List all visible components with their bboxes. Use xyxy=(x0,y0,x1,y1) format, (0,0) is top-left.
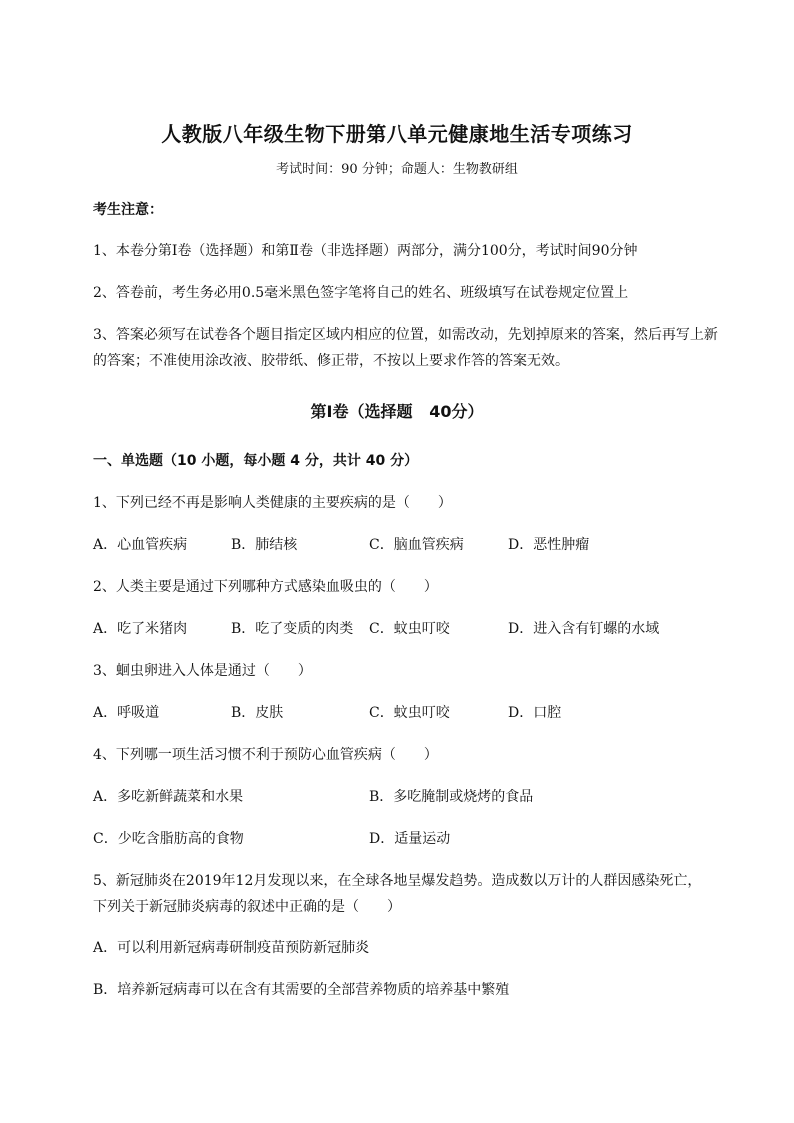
question-option: B．多吃腌制或烧烤的食品 xyxy=(369,789,534,805)
question-option: C．蚊虫叮咬 xyxy=(369,621,450,637)
question-option: B．肺结核 xyxy=(231,537,298,553)
question-stem: 5、新冠肺炎在2019年12月发现以来，在全球各地呈爆发趋势。造成数以万计的人群因感染死亡， xyxy=(93,873,702,889)
question-option: A．多吃新鲜蔬菜和水果 xyxy=(93,789,244,805)
question-option: A．可以利用新冠病毒研制疫苗预防新冠肺炎 xyxy=(93,940,370,956)
question-option: A．吃了米猪肉 xyxy=(93,621,188,637)
question-option: C．蚊虫叮咬 xyxy=(369,705,450,721)
question-option: C．少吃含脂肪高的食物 xyxy=(93,831,244,847)
notice-item: 1、本卷分第Ⅰ卷（选择题）和第Ⅱ卷（非选择题）两部分，满分100分，考试时间90分钟 xyxy=(93,243,638,259)
notice-heading: 考生注意： xyxy=(93,202,163,218)
question-stem: 4、下列哪一项生活习惯不利于预防心血管疾病（ ） xyxy=(93,747,438,763)
notice-item: 的答案；不准使用涂改液、胶带纸、修正带，不按以上要求作答的答案无效。 xyxy=(93,353,569,369)
page-title: 人教版八年级生物下册第八单元健康地生活专项练习 xyxy=(161,122,633,146)
question-option: B．吃了变质的肉类 xyxy=(231,621,354,637)
part-heading: 一、单选题（10 小题，每小题 4 分，共计 40 分） xyxy=(93,453,419,469)
question-option: C．脑血管疾病 xyxy=(369,537,464,553)
question-option: D．口腔 xyxy=(508,705,562,721)
question-option: D．恶性肿瘤 xyxy=(508,537,590,553)
question-stem: 下列关于新冠肺炎病毒的叙述中正确的是（ ） xyxy=(93,899,401,915)
question-option: A．呼吸道 xyxy=(93,705,160,721)
section-title: 第Ⅰ卷（选择题 40分） xyxy=(310,402,484,421)
question-stem: 1、下列已经不再是影响人类健康的主要疾病的是（ ） xyxy=(93,495,452,511)
question-option: D．进入含有钉螺的水域 xyxy=(508,621,660,637)
question-option: D．适量运动 xyxy=(369,831,451,847)
question-option: B．培养新冠病毒可以在含有其需要的全部营养物质的培养基中繁殖 xyxy=(93,982,510,998)
question-option: A．心血管疾病 xyxy=(93,537,188,553)
question-stem: 3、蛔虫卵进入人体是通过（ ） xyxy=(93,663,312,679)
question-option: B．皮肤 xyxy=(231,705,284,721)
notice-item: 2、答卷前，考生务必用0.5毫米黑色签字笔将自己的姓名、班级填写在试卷规定位置上 xyxy=(93,285,629,301)
notice-item: 3、答案必须写在试卷各个题目指定区域内相应的位置，如需改动，先划掉原来的答案，然后再写上新 xyxy=(93,327,718,343)
question-stem: 2、人类主要是通过下列哪种方式感染血吸虫的（ ） xyxy=(93,579,438,595)
page-subtitle: 考试时间：90 分钟；命题人：生物教研组 xyxy=(276,162,518,177)
